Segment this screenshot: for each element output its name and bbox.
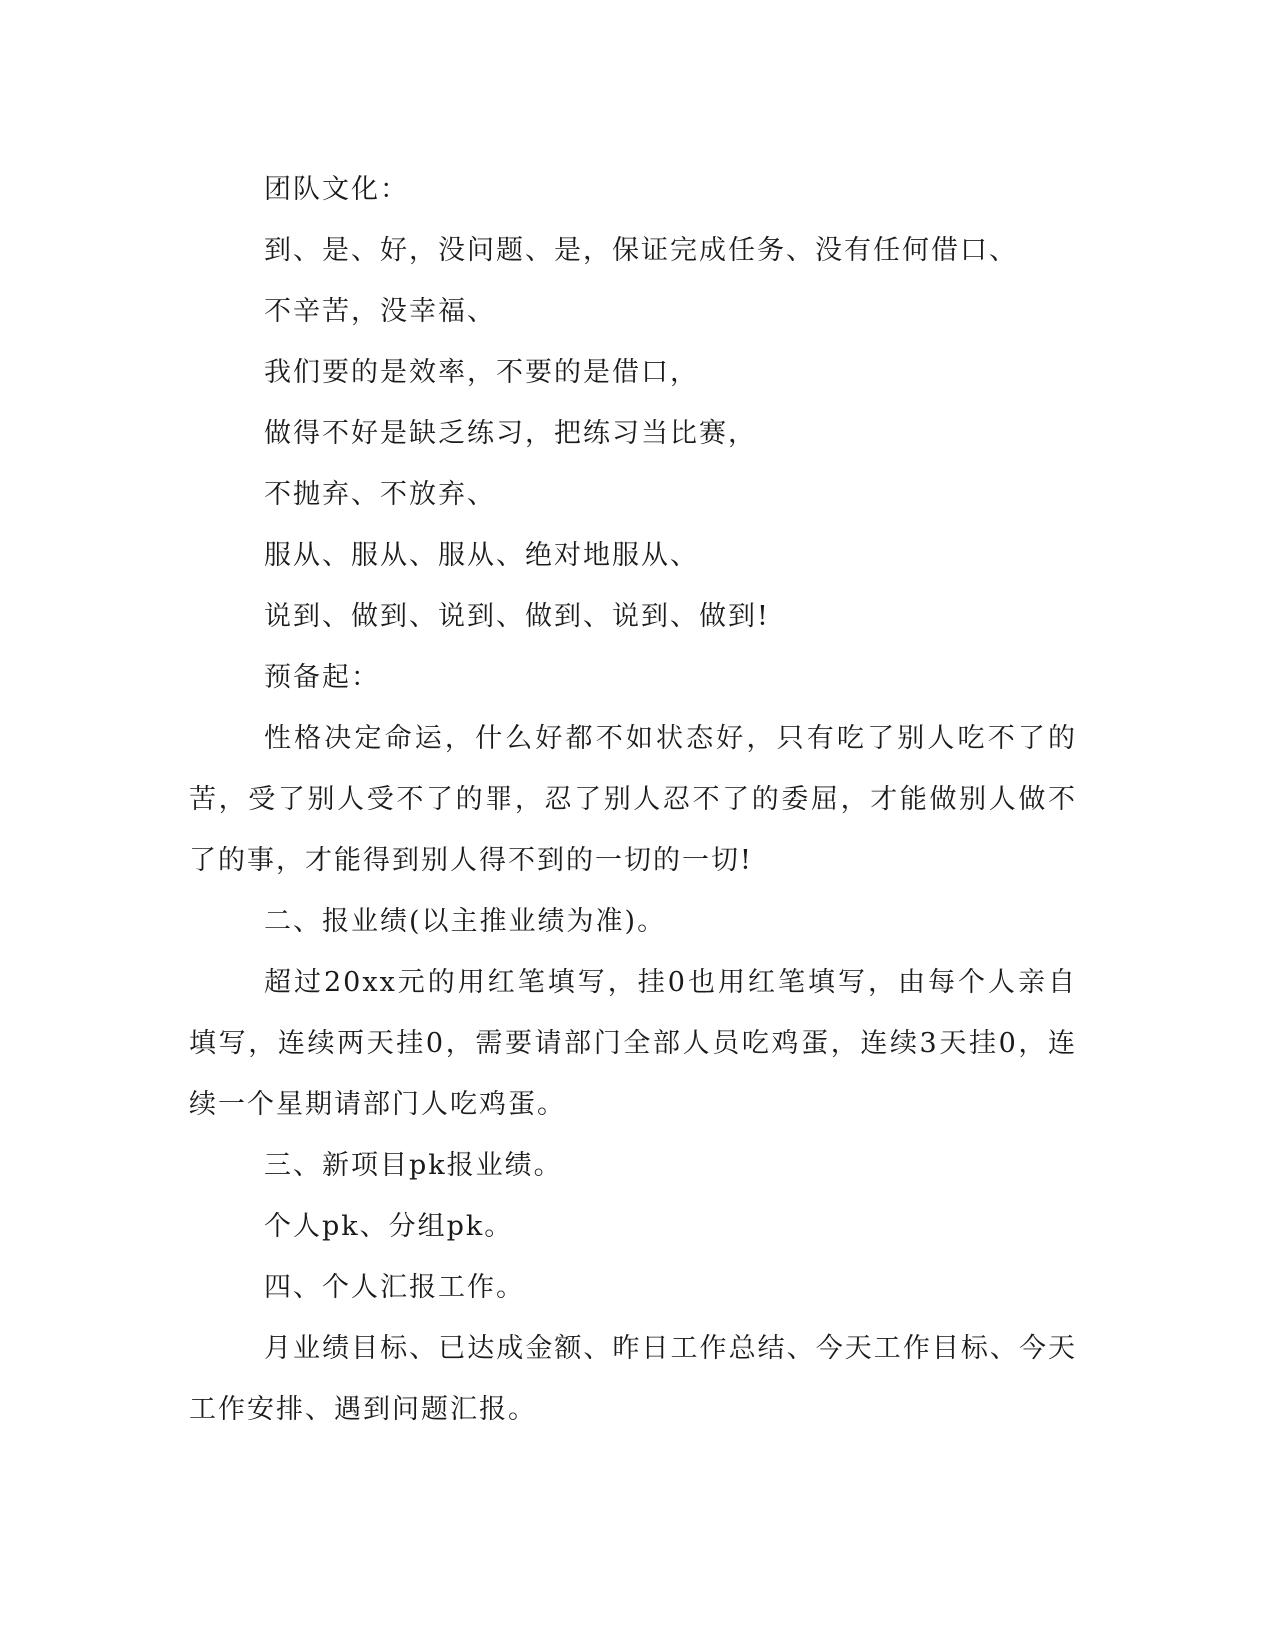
paragraph: 做得不好是缺乏练习，把练习当比赛， [264,418,757,449]
paragraph: 月业绩目标、已达成金额、昨日工作总结、今天工作目标、今天工作安排、遇到问题汇报。 [189,1333,1077,1425]
document-body [189,159,1077,1440]
paragraph: 不辛苦，没幸福、 [264,296,496,327]
paragraph: 服从、服从、服从、绝对地服从、 [264,540,699,571]
section-heading-team-culture: 团队文化： [264,174,409,205]
section-heading-new-project-pk: 三、新项目pk报业绩。 [264,1150,563,1181]
paragraph: 个人pk、分组pk。 [264,1211,514,1242]
section-heading-ready: 预备起： [264,662,380,693]
paragraph: 说到、做到、说到、做到、说到、做到! [264,601,770,632]
paragraph: 我们要的是效率，不要的是借口， [264,357,699,388]
section-heading-personal-report: 四、个人汇报工作。 [264,1272,525,1303]
paragraph: 到、是、好，没问题、是，保证完成任务、没有任何借口、 [264,235,1018,266]
paragraph: 超过20xx元的用红笔填写，挂0也用红笔填写，由每个人亲自填写，连续两天挂0，需要请部门全部人员吃鸡蛋，连续3天挂0，连续一个星期请部门人吃鸡蛋。 [189,967,1077,1120]
section-heading-report-performance: 二、报业绩(以主推业绩为准)。 [264,906,667,937]
paragraph: 不抛弃、不放弃、 [264,479,496,510]
paragraph: 性格决定命运，什么好都不如状态好，只有吃了别人吃不了的苦，受了别人受不了的罪，忍了别人忍不了的委屈，才能做别人做不了的事，才能得到别人得不到的一切的一切! [189,723,1077,876]
